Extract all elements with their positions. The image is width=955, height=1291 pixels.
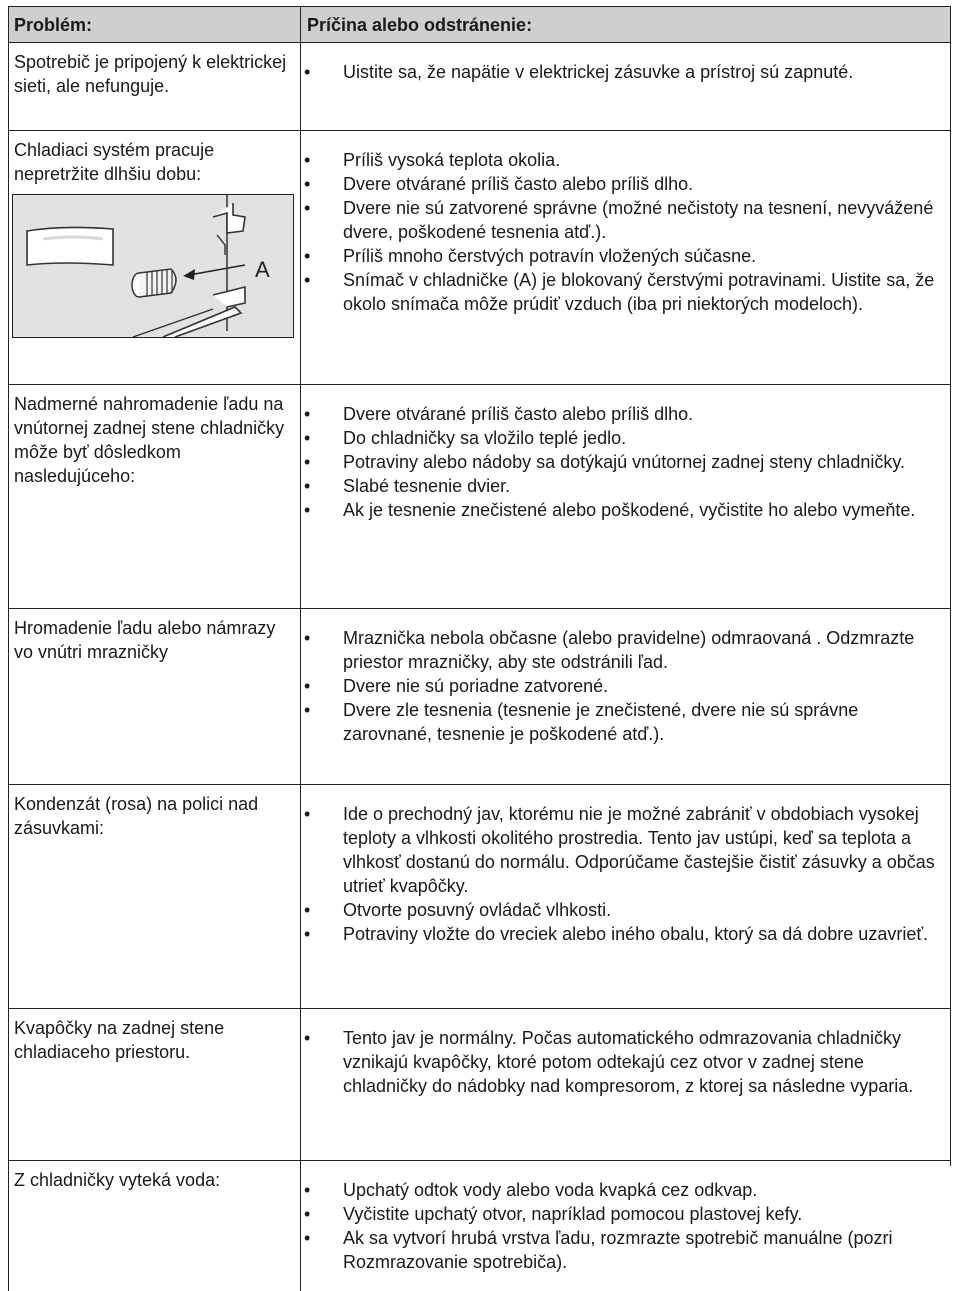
header-cause: Príčina alebo odstránenie: [307,15,533,35]
row-divider [8,42,951,43]
row-divider [8,1008,951,1009]
solution-item: • Vyčistite upchatý otvor, napríklad pomocou plastovej kefy. [304,1202,946,1226]
sensor-label: A [255,257,270,282]
sensor-illustration [12,194,294,338]
problem-cell: Kondenzát (rosa) na polici nad zásuvkami: [14,794,259,838]
solution-item: • Do chladničky sa vložilo teplé jedlo. [304,426,946,450]
problem-cell: Nadmerné nahromadenie ľadu na vnútornej zadnej stene chladničky môže byť dôsledkom nasledujúceho: [14,394,285,486]
solution-item: • Snímač v chladničke (A) je blokovaný čerstvými potravinami. Uistite sa, že okolo snímača môže prúdiť vzduch (iba pri niektorých modeloch). [304,268,946,316]
problem-cell: Hromadenie ľadu alebo námrazy vo vnútri mrazničky [14,618,276,662]
solution-item: • Dvere zle tesnenia (tesnenie je znečistené, dvere nie sú správne zarovnané, tesnenie je poškodené atď.). [304,698,946,746]
solution-item: • Slabé tesnenie dvier. [304,474,946,498]
solution-item: • Dvere nie sú poriadne zatvorené. [304,674,946,698]
solution-item: • Uistite sa, že napätie v elektrickej zásuvke a prístroj sú zapnuté. [304,60,946,84]
solution-item: • Príliš mnoho čerstvých potravín vložených súčasne. [304,244,946,268]
solution-item: • Príliš vysoká teplota okolia. [304,148,946,172]
solution-item: • Dvere otvárané príliš často alebo príliš dlho. [304,172,946,196]
solution-list [304,802,946,946]
problem-cell: Chladiaci systém pracuje nepretržite dlhšiu dobu: [14,140,215,184]
row-divider [8,608,951,609]
solution-item: • Mraznička nebola občasne (alebo pravidelne) odmraovaná . Odzmrazte priestor mrazničky, aby ste odstránili ľad. [304,626,946,674]
solution-item: • Potraviny alebo nádoby sa dotýkajú vnútornej zadnej steny chladničky. [304,450,946,474]
solution-list [304,1026,946,1098]
solution-list [304,402,946,522]
table-border-left [8,6,9,1291]
header-problem: Problém: [14,15,93,35]
row-divider [8,784,951,785]
sensor-diagram-icon [13,195,293,337]
problem-cell: Kvapôčky na zadnej stene chladiaceho priestoru. [14,1018,225,1062]
problem-cell: Spotrebič je pripojený k elektrickej sieti, ale nefunguje. [14,52,287,96]
solution-item: • Otvorte posuvný ovládač vlhkosti. [304,898,946,922]
solution-item: • Ide o prechodný jav, ktorému nie je možné zabrániť v obdobiach vysokej teploty a vlhkosti okolitého prostredia. Tento jav ustúpi, keď sa teplota a vlhkosť dostanú do normálu. Odporúčame častejšie čistiť zásuvky a občas utrieť kvapôčky. [304,802,946,898]
solution-list [304,60,946,84]
solution-list [304,626,946,746]
row-divider [8,1160,951,1161]
solution-list [304,1178,946,1274]
solution-item: • Ak je tesnenie znečistené alebo poškodené, vyčistite ho alebo vymeňte. [304,498,946,522]
row-divider [8,130,951,131]
table-border-right [950,6,951,1166]
solution-item: • Dvere nie sú zatvorené správne (možné nečistoty na tesnení, nevyvážené dvere, poškodené tesnenia atď.). [304,196,946,244]
solution-item: • Ak sa vytvorí hrubá vrstva ľadu, rozmrazte spotrebič manuálne (pozri Rozmrazovanie spotrebiča). [304,1226,946,1274]
solution-list [304,148,946,316]
solution-item: • Tento jav je normálny. Počas automatického odmrazovania chladničky vznikajú kvapôčky, ktoré potom odtekajú cez otvor v zadnej stene chladničky do nádobky nad kompresorom, z ktorej sa následne vyparia. [304,1026,946,1098]
solution-item: • Upchatý odtok vody alebo voda kvapká cez odkvap. [304,1178,946,1202]
row-divider [8,384,951,385]
troubleshooting-table [8,6,951,1291]
solution-item: • Potraviny vložte do vreciek alebo iného obalu, ktorý sa dá dobre uzavrieť. [304,922,946,946]
column-divider [300,6,301,1291]
problem-cell: Z chladničky vyteká voda: [14,1170,221,1190]
solution-item: • Dvere otvárané príliš často alebo príliš dlho. [304,402,946,426]
table-border-top [8,6,951,7]
